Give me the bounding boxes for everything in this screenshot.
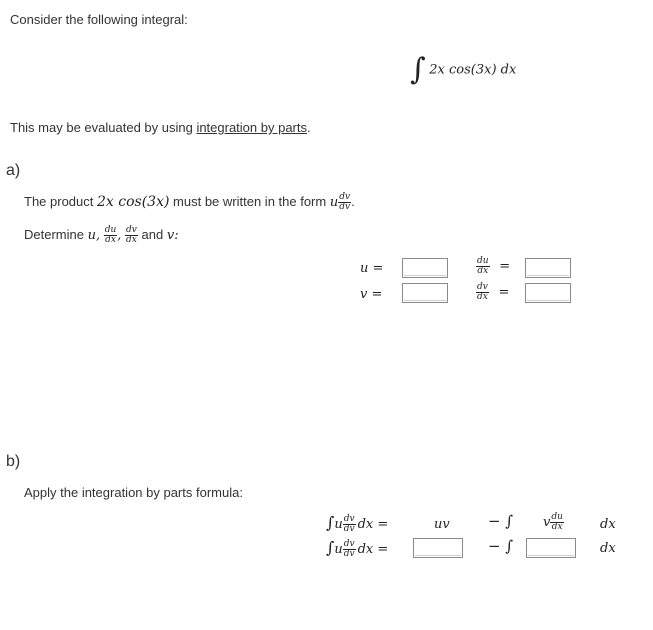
- du-dx-equals: =: [499, 258, 511, 274]
- v-input[interactable]: [402, 283, 448, 303]
- row-2-dx: dx: [600, 541, 616, 556]
- form-denominator: dv: [339, 202, 351, 212]
- integrand-input[interactable]: [526, 538, 576, 558]
- determine-instruction: Determine u, $\frac{du}{dx}$ , $\frac{dv}{dx}$ and v:: [24, 225, 179, 245]
- intro-text: Consider the following integral:: [10, 12, 188, 27]
- product-expression: 2x cos(3x): [97, 193, 170, 210]
- determine-prefix: Determine: [24, 226, 88, 242]
- method-suffix: .: [307, 120, 311, 135]
- form-u: u: [329, 194, 339, 210]
- form-end: .: [351, 193, 355, 209]
- row-1-dx: dx: [600, 517, 616, 532]
- row-2-minus-integral: − ∫: [488, 537, 514, 555]
- u-label: u =: [360, 261, 384, 276]
- integral-sign: ∫: [410, 52, 426, 87]
- formula-row-2-lhs: ∫u $\frac{dv}{dv}$ dx =: [326, 538, 389, 560]
- determine-dv-dx: $\frac{dv}{dx}$: [126, 225, 137, 245]
- row-1-minus-integral: − ∫: [488, 512, 514, 530]
- uv-text: uv: [434, 517, 450, 532]
- part-b-label: b): [6, 453, 21, 470]
- determine-du-dx: $\frac{du}{dx}$: [104, 225, 117, 245]
- u-input[interactable]: [402, 258, 448, 278]
- determine-u: u,: [87, 227, 101, 243]
- v-label: v =: [360, 287, 383, 302]
- product-mid: must be written in the form: [169, 193, 330, 209]
- product-instruction: [24, 193, 355, 212]
- and-text: and: [141, 226, 164, 242]
- determine-v: v:: [166, 227, 179, 243]
- uv-input[interactable]: [413, 538, 463, 558]
- main-integral: [410, 52, 517, 87]
- method-prefix: This may be evaluated by using: [10, 120, 197, 135]
- row-1-v-du-dx: v $\frac{du}{dx}$: [543, 512, 563, 532]
- dv-dx-input[interactable]: [525, 283, 571, 303]
- product-prefix: The product: [24, 193, 97, 209]
- dv-dx-equals: =: [498, 284, 510, 300]
- formula-row-1-lhs: ∫u $\frac{dv}{dv}$ dx =: [326, 513, 389, 535]
- part-b-instruction: Apply the integration by parts formula:: [24, 485, 243, 500]
- integrand: 2x cos(3x) dx: [429, 62, 517, 78]
- du-dx-input[interactable]: [525, 258, 571, 278]
- integration-by-parts-link[interactable]: integration by parts: [196, 120, 308, 135]
- form-numerator: dv: [339, 192, 351, 202]
- method-text: [10, 120, 311, 135]
- du-dx-label: $\frac{du}{dx}$ =: [477, 256, 511, 276]
- form-fraction: [338, 193, 351, 212]
- dv-dx-label: $\frac{dv}{dx}$ =: [477, 282, 510, 302]
- part-a-label: a): [6, 162, 21, 179]
